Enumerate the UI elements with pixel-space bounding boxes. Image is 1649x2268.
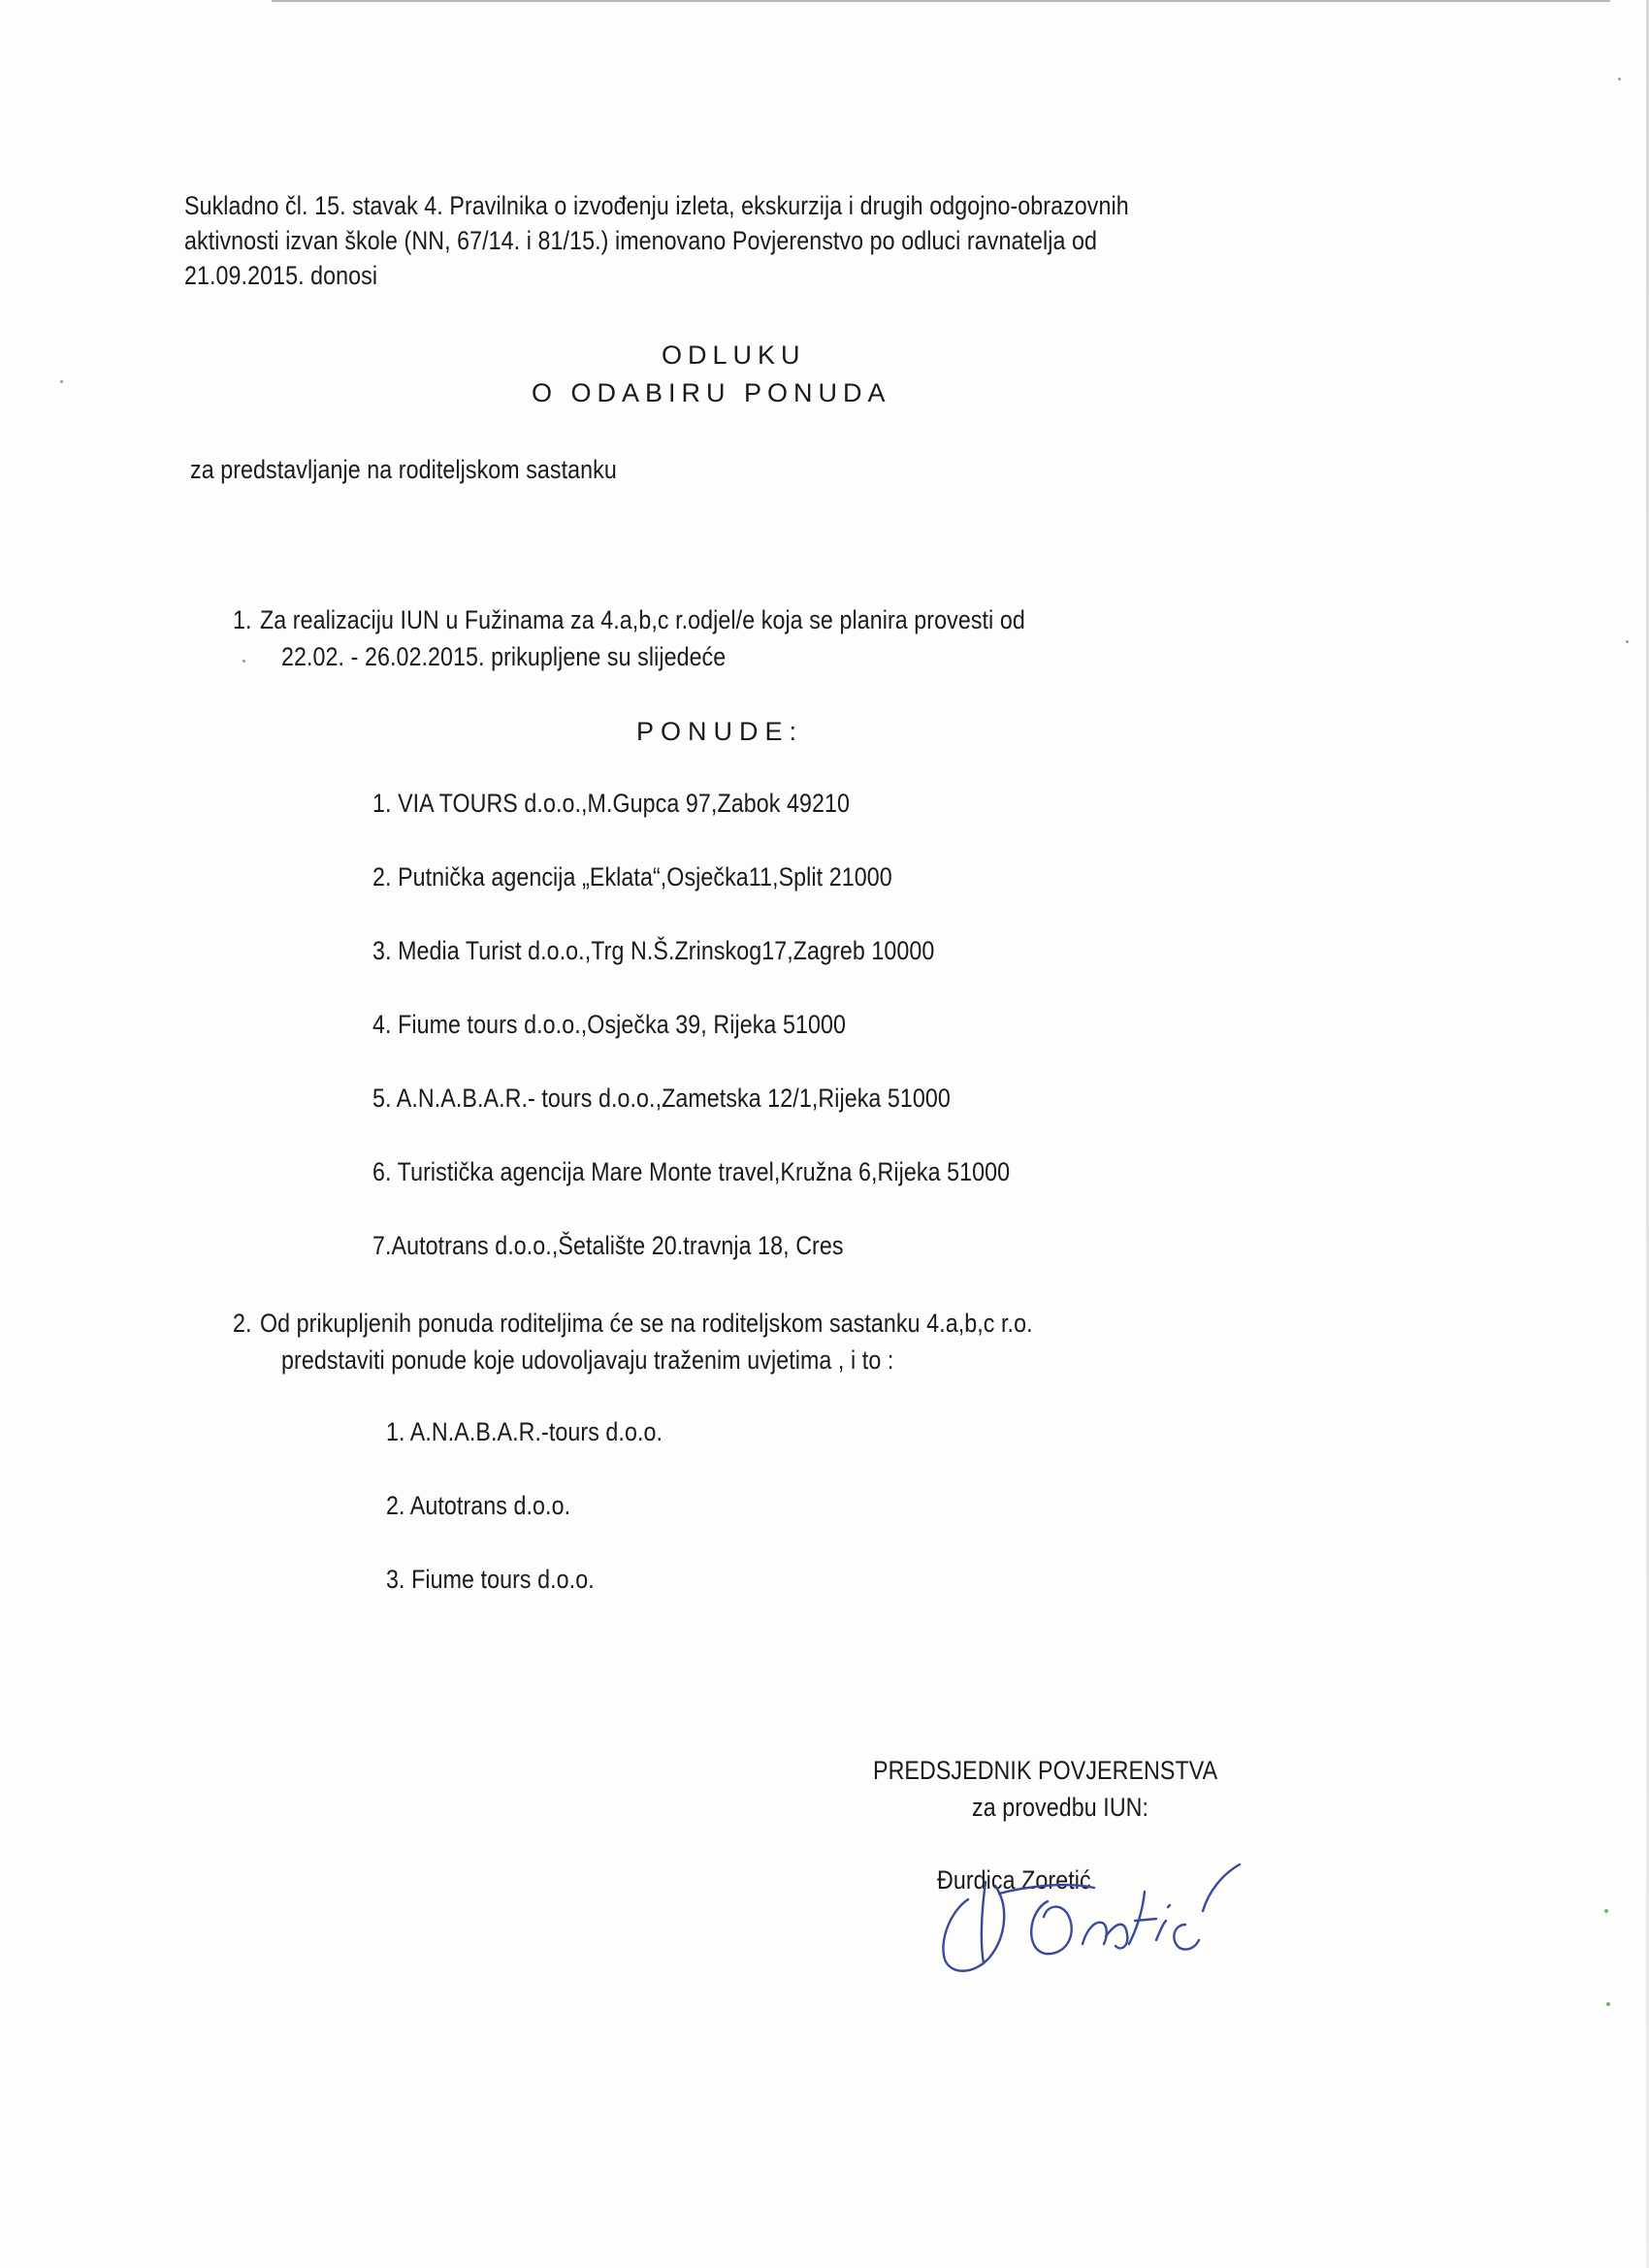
selected-offer: 2. Autotrans d.o.o. xyxy=(386,1491,571,1520)
intro-line-1: Sukladno čl. 15. stavak 4. Pravilnika o izvođenju izleta, ekskurzija i drugih odgojno-obrazovnih xyxy=(184,191,1129,220)
intro-paragraph xyxy=(184,188,1129,293)
selected-offer: 3. Fiume tours d.o.o. xyxy=(386,1565,595,1594)
offer-item: 7.Autotrans d.o.o.,Šetalište 20.travnja 18, Cres xyxy=(372,1231,844,1260)
intro-line-3: 21.09.2015. donosi xyxy=(184,261,378,290)
handwritten-signature xyxy=(931,1843,1319,1989)
scan-speck xyxy=(1626,640,1629,643)
item-1-line-1: Za realizaciju IUN u Fužinama za 4.a,b,c r.odjel/e koja se planira provesti od xyxy=(260,605,1025,634)
offer-item: 6. Turistička agencija Mare Monte travel,Kružna 6,Rijeka 51000 xyxy=(372,1157,1011,1186)
document-subtitle: O ODABIRU PONUDA xyxy=(532,378,891,407)
item-1-line-2: 22.02. - 26.02.2015. prikupljene su slijedeće xyxy=(281,642,727,671)
offer-item: 2. Putnička agencija „Eklata“,Osječka11,Split 21000 xyxy=(372,862,892,891)
scan-border-top xyxy=(272,0,1610,2)
offer-item: 4. Fiume tours d.o.o.,Osječka 39, Rijeka 51000 xyxy=(372,1010,846,1039)
offers-heading: PONUDE: xyxy=(636,717,804,746)
scan-speck xyxy=(60,380,63,383)
offer-item: 3. Media Turist d.o.o.,Trg N.Š.Zrinskog17,Zagreb 10000 xyxy=(372,936,935,965)
item-1-number: 1. xyxy=(233,605,252,634)
scan-speck xyxy=(1604,1909,1608,1913)
offer-item: 1. VIA TOURS d.o.o.,M.Gupca 97,Zabok 49210 xyxy=(372,789,850,818)
item-2-line-1: Od prikupljenih ponuda roditeljima će se na roditeljskom sastanku 4.a,b,c r.o. xyxy=(260,1309,1033,1338)
selected-offer: 1. A.N.A.B.A.R.-tours d.o.o. xyxy=(386,1417,663,1446)
purpose-line: za predstavljanje na roditeljskom sastanku xyxy=(190,455,617,484)
signatory-title: PREDSJEDNIK POVJERENSTVA xyxy=(873,1756,1218,1785)
intro-line-2: aktivnosti izvan škole (NN, 67/14. i 81/15.) imenovano Povjerenstvo po odluci ravnatelja od xyxy=(184,226,1098,255)
signatory-name: Đurdica Zoretić xyxy=(937,1865,1091,1895)
item-2-line-2: predstaviti ponude koje udovoljavaju traženim uvjetima , i to : xyxy=(281,1345,894,1375)
offer-item: 5. A.N.A.B.A.R.- tours d.o.o.,Zametska 12/1,Rijeka 51000 xyxy=(372,1084,951,1113)
signatory-subtitle: za provedbu IUN: xyxy=(972,1793,1149,1822)
scan-speck xyxy=(1618,78,1621,81)
item-2-number: 2. xyxy=(233,1309,252,1338)
scan-speck xyxy=(242,660,245,663)
document-title: ODLUKU xyxy=(662,340,806,370)
scan-speck xyxy=(1606,2002,1610,2006)
